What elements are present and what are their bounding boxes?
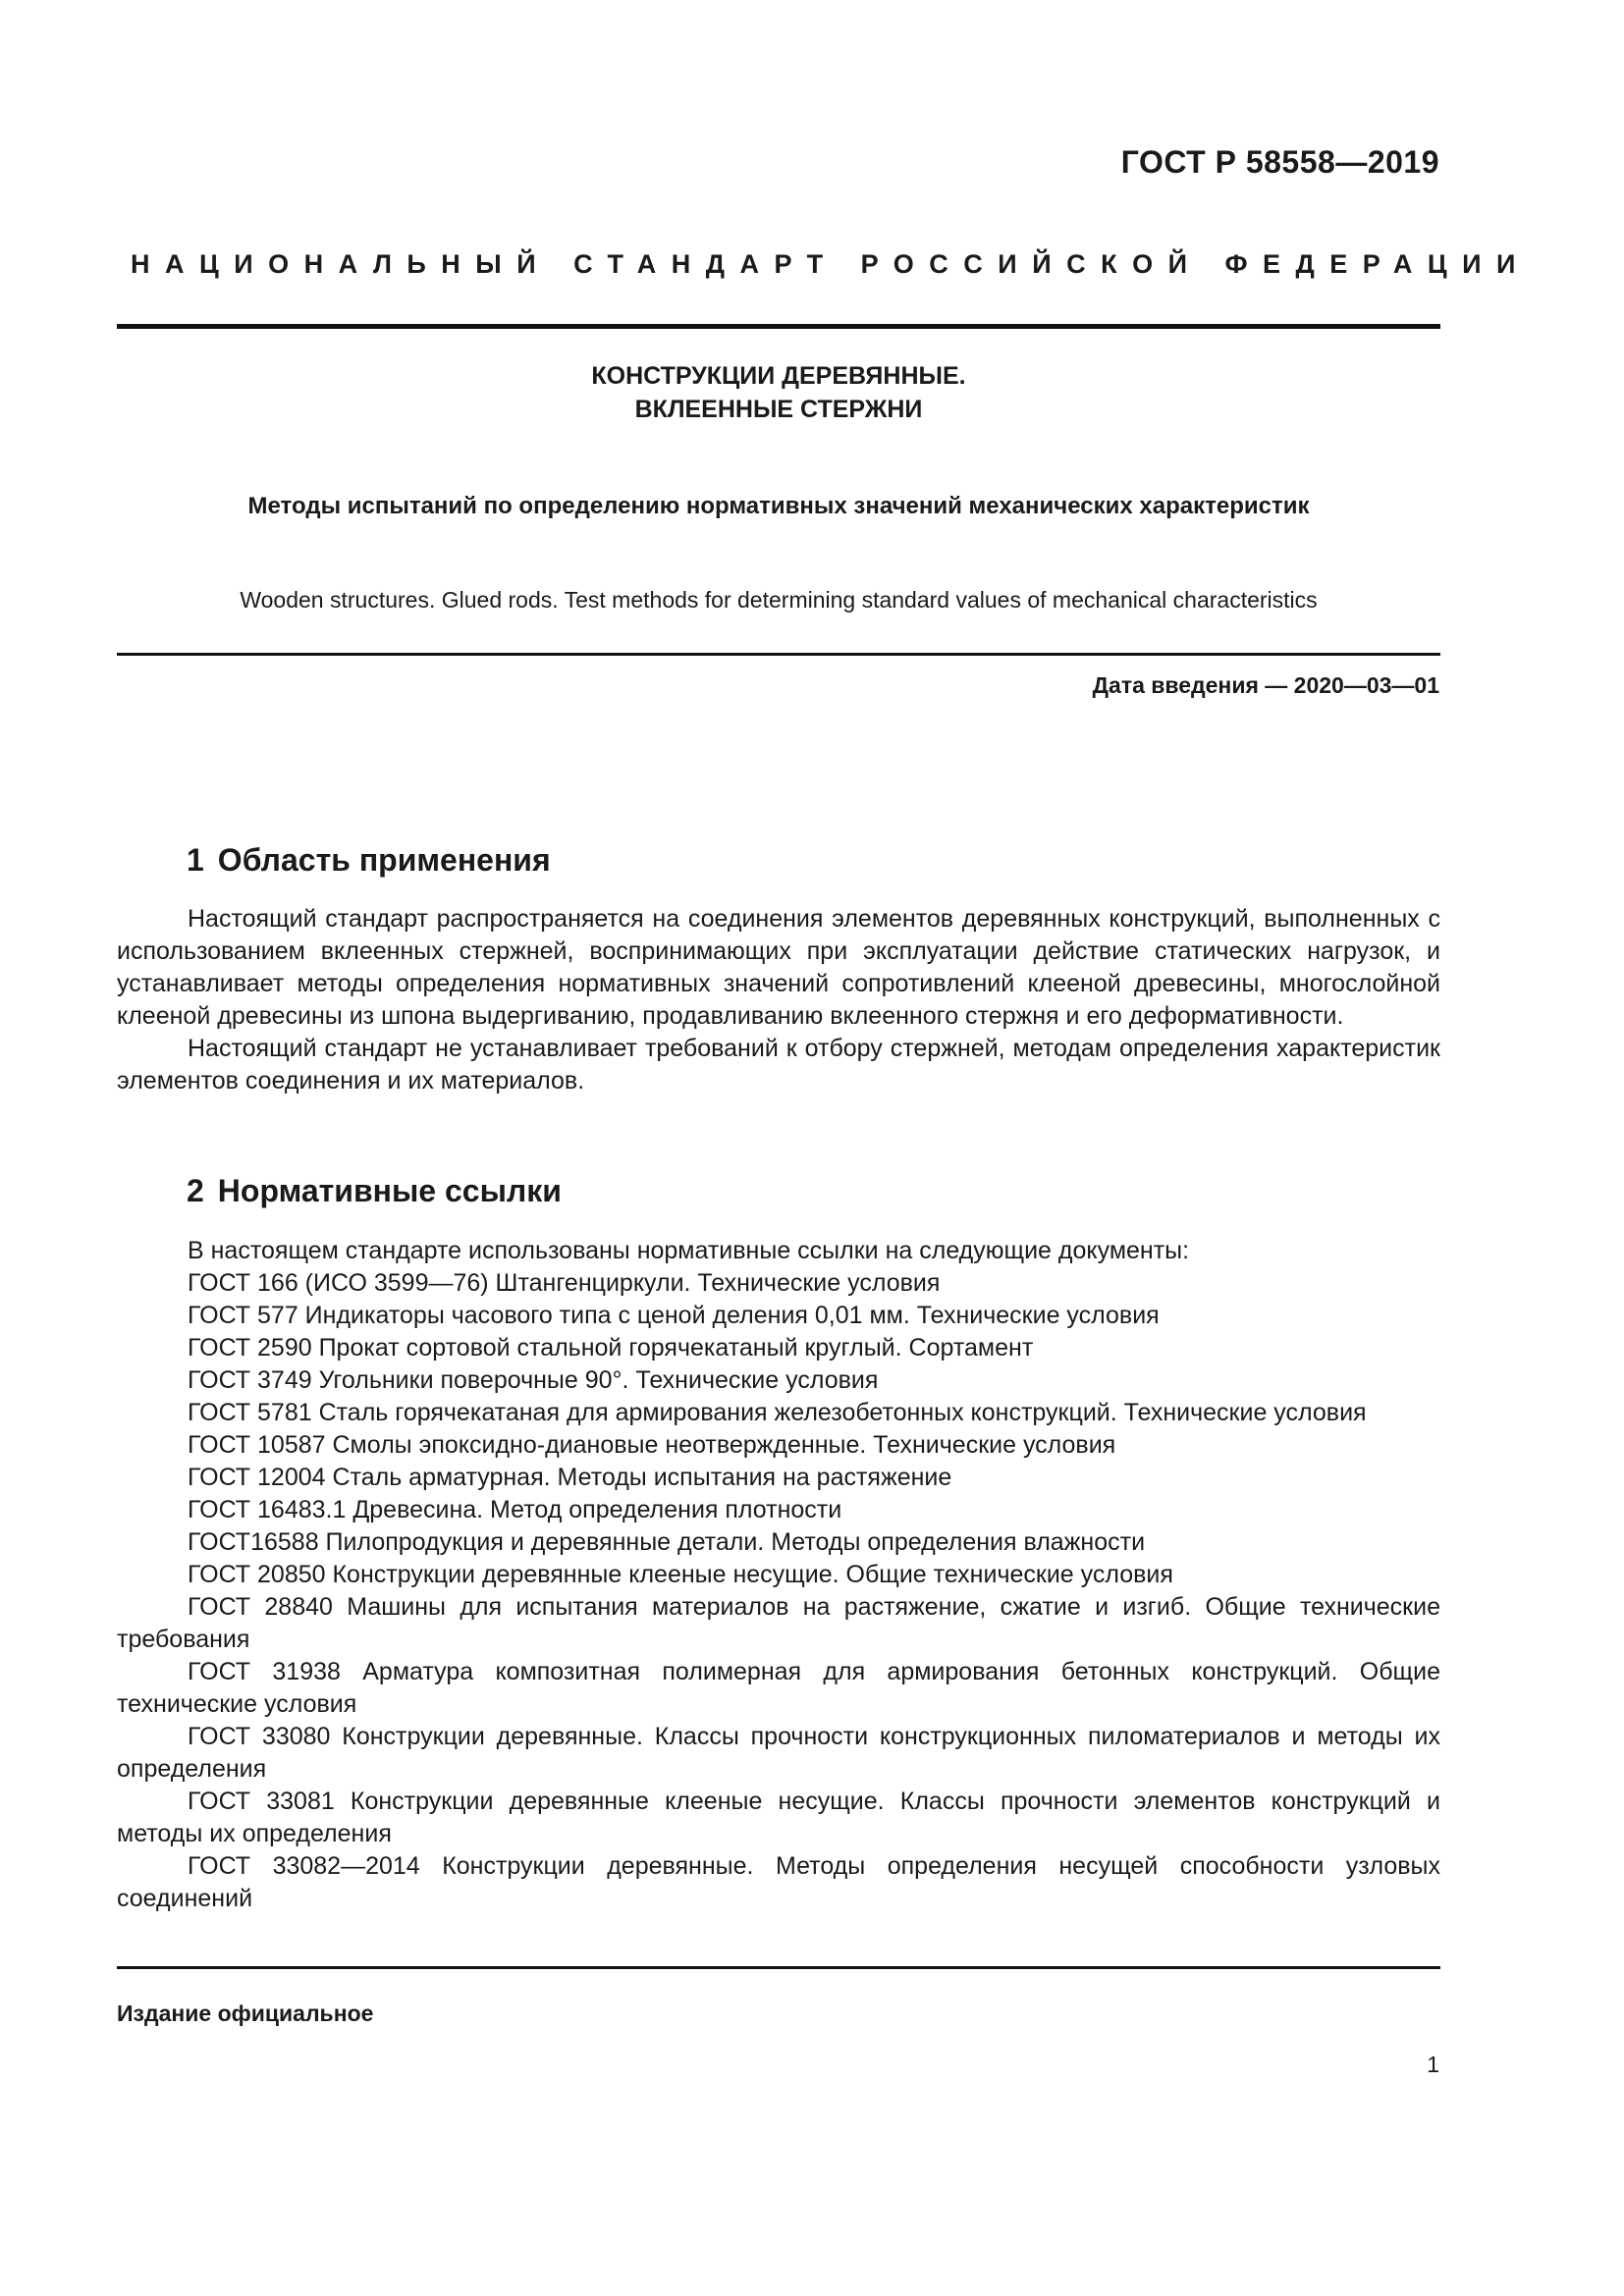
reference-item: ГОСТ 20850 Конструкции деревянные клееные несущие. Общие технические условия [188,1561,1173,1588]
document-title [117,359,1440,426]
reference-item: ГОСТ 10587 Смолы эпоксидно-диановые неотвержденные. Технические условия [188,1431,1116,1459]
reference-item: ГОСТ 166 (ИСО 3599—76) Штангенциркули. Технические условия [188,1269,941,1297]
section-number: 1 [187,842,204,878]
reference-item: ГОСТ 2590 Прокат сортовой стальной горячекатаный круглый. Сортамент [188,1334,1034,1362]
reference-item: ГОСТ 31938 Арматура композитная полимерная для армирования бетонных конструкций. Общие технические условия [117,1658,1440,1718]
section-heading-1 [187,842,551,879]
reference-item: ГОСТ 577 Индикаторы часового типа с ценой деления 0,01 мм. Технические условия [188,1302,1160,1329]
header-rule [117,324,1440,329]
section-1-body [117,903,1440,1097]
official-edition-label: Издание официальное [117,2001,374,2026]
reference-item: ГОСТ 28840 Машины для испытания материалов на растяжение, сжатие и изгиб. Общие технические требования [117,1593,1440,1653]
page-number: 1 [1427,2052,1439,2077]
reference-item: ГОСТ 33082—2014 Конструкции деревянные. Методы определения несущей способности узловых соединений [117,1852,1440,1912]
reference-item: ГОСТ 16483.1 Древесина. Метод определения плотности [188,1496,842,1523]
reference-item: ГОСТ 3749 Угольники поверочные 90°. Технические условия [188,1366,879,1394]
reference-item: ГОСТ 12004 Сталь арматурная. Методы испытания на растяжение [188,1464,952,1491]
title-line-1: КОНСТРУКЦИИ ДЕРЕВЯННЫЕ. [591,362,966,390]
standard-designation: ГОСТ Р 58558—2019 [1120,144,1439,180]
section-number: 2 [187,1173,204,1208]
footer-rule [117,1966,1440,1969]
reference-item: ГОСТ 33080 Конструкции деревянные. Классы прочности конструкционных пиломатериалов и методы их определения [117,1723,1440,1783]
reference-item: ГОСТ 5781 Сталь горячекатаная для армирования железобетонных конструкций. Технические условия [188,1399,1367,1426]
paragraph: В настоящем стандарте использованы нормативные ссылки на следующие документы: [188,1237,1190,1264]
section-title: Нормативные ссылки [217,1173,562,1208]
section-heading-2 [187,1173,562,1209]
reference-item: ГОСТ16588 Пилопродукция и деревянные детали. Методы определения влажности [188,1528,1146,1556]
english-title: Wooden structures. Glued rods. Test methods for determining standard values of mechanical characteristics [240,587,1318,613]
document-subtitle: Методы испытаний по определению нормативных значений механических характеристик [247,493,1310,519]
title-line-2: ВКЛЕЕННЫЕ СТЕРЖНИ [634,396,923,423]
introduction-date: Дата введения — 2020—03—01 [1092,672,1439,698]
paragraph: Настоящий стандарт не устанавливает требований к отбору стержней, методам определения характеристик элементов соединения и их материалов. [117,1035,1440,1095]
title-rule [117,653,1440,656]
paragraph: Настоящий стандарт распространяется на соединения элементов деревянных конструкций, выполненных с использованием вклеенных стержней, воспринимающих при эксплуатации действие статических нагрузок, и устанавливает методы определения нормативных значений сопротивлений клееной древесины, многослойной клееной древесины из шпона выдергиванию, продавливанию вклеенного стержня и его деформативности. [117,905,1440,1030]
national-standard-banner: НАЦИОНАЛЬНЫЙ СТАНДАРТ РОССИЙСКОЙ ФЕДЕРАЦИИ [131,249,1531,279]
section-2-body [117,1235,1440,1915]
reference-item: ГОСТ 33081 Конструкции деревянные клееные несущие. Классы прочности элементов конструкций и методы их определения [117,1788,1440,1847]
section-title: Область применения [217,842,551,878]
